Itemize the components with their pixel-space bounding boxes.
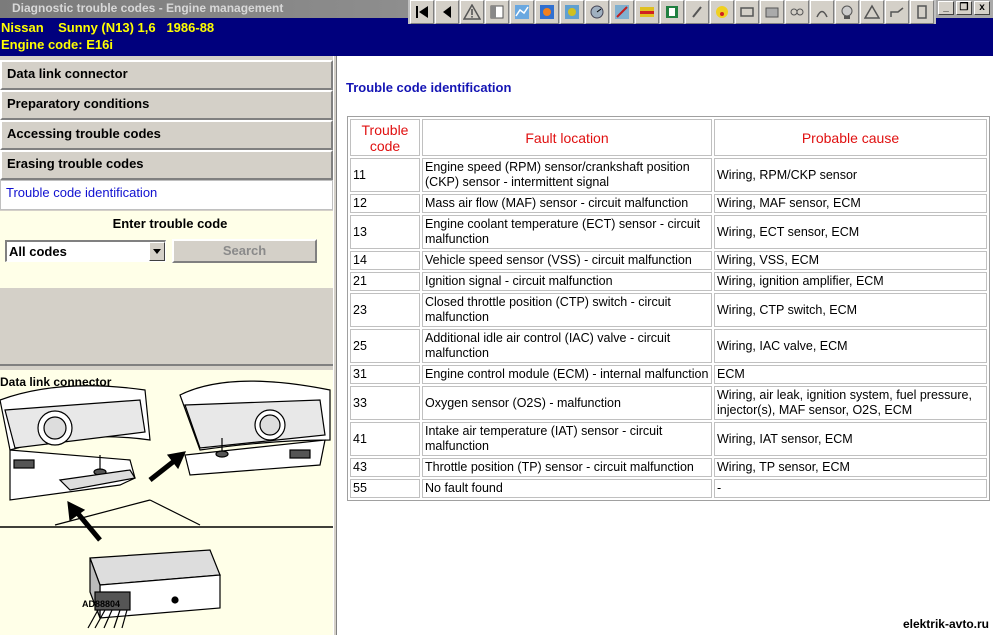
nav-preparatory-conditions[interactable]: Preparatory conditions (0, 90, 333, 120)
vehicle-info: Nissan Sunny (N13) 1,6 1986-88 (1, 20, 215, 35)
column-header-code: Trouble code (350, 119, 420, 156)
code-select-value: All codes (9, 244, 67, 259)
minimize-button[interactable]: _ (938, 1, 954, 15)
window-controls (938, 1, 990, 15)
left-panel (0, 56, 333, 635)
table-header-row (350, 119, 987, 156)
belt-icon[interactable] (785, 0, 809, 24)
steering-icon[interactable] (810, 0, 834, 24)
search-button[interactable]: Search (172, 239, 317, 263)
column-header-cause: Probable cause (714, 119, 987, 156)
nav-trouble-code-identification[interactable]: Trouble code identification (0, 180, 333, 210)
oil-icon[interactable] (885, 0, 909, 24)
diagram-panel (0, 370, 333, 635)
probable-cause-cell: - (714, 479, 987, 498)
fault-location-cell: Mass air flow (MAF) sensor - circuit malfunction (422, 194, 712, 213)
tools-icon[interactable] (610, 0, 634, 24)
table-row (350, 479, 987, 498)
code-cell: 41 (350, 422, 420, 456)
code-cell: 21 (350, 272, 420, 291)
face-icon[interactable] (710, 0, 734, 24)
filter-icon[interactable] (910, 0, 934, 24)
page-title: Trouble code identification (346, 80, 512, 95)
code-cell: 55 (350, 479, 420, 498)
triangle-icon[interactable] (860, 0, 884, 24)
probable-cause-cell: Wiring, ignition amplifier, ECM (714, 272, 987, 291)
column-header-fault: Fault location (422, 119, 712, 156)
table-row (350, 215, 987, 249)
code-cell: 43 (350, 458, 420, 477)
probable-cause-cell: Wiring, RPM/CKP sensor (714, 158, 987, 192)
nav-accessing-trouble-codes[interactable]: Accessing trouble codes (0, 120, 333, 150)
code-cell: 13 (350, 215, 420, 249)
connector-diagram-illustration (0, 370, 333, 635)
table-body (350, 158, 987, 498)
probable-cause-cell: Wiring, air leak, ignition system, fuel pressure, injector(s), MAF sensor, O2S, ECM (714, 386, 987, 420)
wrench-icon[interactable] (685, 0, 709, 24)
code-cell: 31 (350, 365, 420, 384)
fault-location-cell: Throttle position (TP) sensor - circuit malfunction (422, 458, 712, 477)
code-select[interactable] (5, 240, 166, 262)
panel-divider[interactable] (333, 56, 337, 635)
diagram-title: Data link connector (0, 375, 112, 389)
fault-location-cell: No fault found (422, 479, 712, 498)
toolbar (408, 0, 936, 24)
trouble-codes-table (347, 116, 990, 501)
table-row (350, 158, 987, 192)
table-row (350, 194, 987, 213)
table-row (350, 458, 987, 477)
fault-location-cell: Engine control module (ECM) - internal malfunction (422, 365, 712, 384)
probable-cause-cell: Wiring, ECT sensor, ECM (714, 215, 987, 249)
table-row (350, 272, 987, 291)
settings-icon[interactable] (535, 0, 559, 24)
table-row (350, 365, 987, 384)
fault-location-cell: Engine speed (RPM) sensor/crankshaft position (CKP) sensor - intermittent signal (422, 158, 712, 192)
headlamp-icon[interactable] (835, 0, 859, 24)
fault-location-cell: Engine coolant temperature (ECT) sensor - circuit malfunction (422, 215, 712, 249)
code-cell: 14 (350, 251, 420, 270)
table-row (350, 293, 987, 327)
probable-cause-cell: Wiring, MAF sensor, ECM (714, 194, 987, 213)
table-row (350, 386, 987, 420)
table-row (350, 422, 987, 456)
fault-location-cell: Closed throttle position (CTP) switch - circuit malfunction (422, 293, 712, 327)
probable-cause-cell: Wiring, IAC valve, ECM (714, 329, 987, 363)
box-icon[interactable] (735, 0, 759, 24)
document-icon[interactable] (485, 0, 509, 24)
chart-icon[interactable] (510, 0, 534, 24)
car-icon[interactable] (560, 0, 584, 24)
watermark: elektrik-avto.ru (902, 617, 989, 631)
close-button[interactable]: x (974, 1, 990, 15)
table-row (350, 251, 987, 270)
probable-cause-cell: Wiring, VSS, ECM (714, 251, 987, 270)
diagram-code: AD88804 (82, 599, 121, 609)
code-cell: 12 (350, 194, 420, 213)
first-page-icon[interactable] (410, 0, 434, 24)
gauge-icon[interactable] (585, 0, 609, 24)
code-cell: 23 (350, 293, 420, 327)
fault-location-cell: Intake air temperature (IAT) sensor - circuit malfunction (422, 422, 712, 456)
window-title: Diagnostic trouble codes - Engine management (12, 1, 284, 15)
probable-cause-cell: Wiring, TP sensor, ECM (714, 458, 987, 477)
back-icon[interactable] (435, 0, 459, 24)
chevron-down-icon[interactable] (149, 242, 165, 261)
empty-area (0, 288, 333, 366)
code-cell: 33 (350, 386, 420, 420)
table-row (350, 329, 987, 363)
nav-erasing-trouble-codes[interactable]: Erasing trouble codes (0, 150, 333, 180)
enter-code-label: Enter trouble code (112, 216, 228, 231)
probable-cause-cell: Wiring, IAT sensor, ECM (714, 422, 987, 456)
fault-location-cell: Oxygen sensor (O2S) - malfunction (422, 386, 712, 420)
fault-location-cell: Ignition signal - circuit malfunction (422, 272, 712, 291)
fault-location-cell: Vehicle speed sensor (VSS) - circuit malfunction (422, 251, 712, 270)
fault-location-cell: Additional idle air control (IAC) valve - circuit malfunction (422, 329, 712, 363)
print-icon[interactable] (660, 0, 684, 24)
probable-cause-cell: Wiring, CTP switch, ECM (714, 293, 987, 327)
engine-code: Engine code: E16i (1, 37, 113, 52)
engine-icon[interactable] (760, 0, 784, 24)
nav-data-link-connector[interactable]: Data link connector (0, 60, 333, 90)
fuel-icon[interactable] (635, 0, 659, 24)
warning-icon[interactable] (460, 0, 484, 24)
restore-button[interactable]: ❐ (956, 1, 972, 15)
probable-cause-cell: ECM (714, 365, 987, 384)
code-cell: 25 (350, 329, 420, 363)
code-cell: 11 (350, 158, 420, 192)
